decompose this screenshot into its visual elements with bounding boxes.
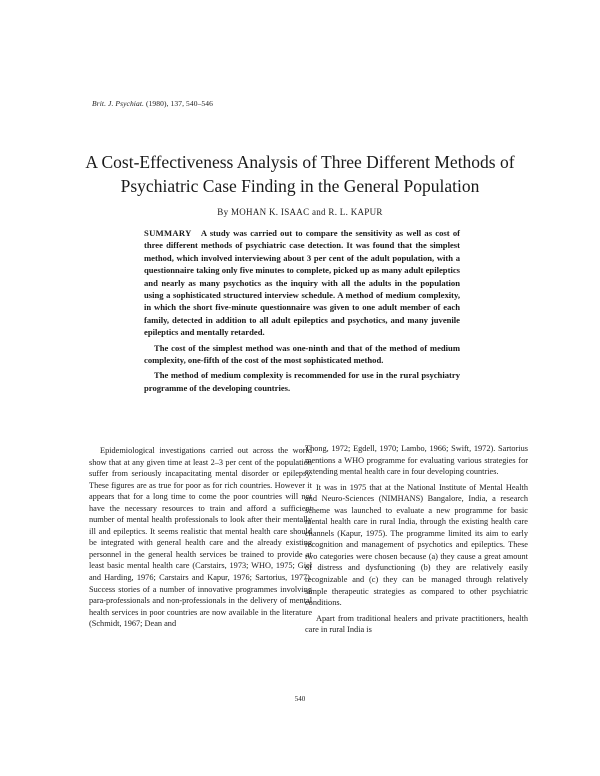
body-paragraph: Epidemiological investigations carried out across the world show that at any given time at least 2–3 per cent of the population suffer from seriously incapacitating mental disorder or epilepsy. These figures are as true for poor as for rich countries. However it appears that for a long time to come the poor countries will not have the necessary resources to train and afford a sufficient number of mental health professionals to look after their mentally ill and epileptics. It seems realistic that mental health care should be integrated with general health care and the already existing personnel in the general health services be trained to provide at least basic mental health care (Carstairs, 1973; WHO, 1975; Giel and Harding, 1976; Carstairs and Kapur, 1976; Sartorius, 1977). Success stories of a number of innovative programmes involving para-professionals and non-professionals in the delivery of mental health services in poor countries are now available in the literature (Schmidt, 1967; Dean and [89,446,312,629]
journal-citation: (1980), 137, 540–546 [145,99,213,108]
summary-paragraph-1 [144,227,460,339]
summary-paragraph-3: The method of medium complexity is recommended for use in the rural psychiatry programme of the developing countries. [144,370,460,393]
body-paragraph: Apart from traditional healers and private practitioners, health care in rural India is [305,613,528,635]
summary-label: SUMMARY [144,228,192,238]
author-line [0,207,600,217]
title-line-1: A Cost-Effectiveness Analysis of Three Different Methods of [85,152,515,172]
author-names: MOHAN K. ISAAC and R. L. KAPUR [230,207,383,217]
title-line-2: Psychiatric Case Finding in the General Population [120,176,480,196]
page-number: 540 [294,695,306,703]
body-column-left [89,445,312,630]
summary-paragraph-2: The cost of the simplest method was one-ninth and that of the method of medium complexity, one-fifth of the cost of the most sophisticated method. [144,342,460,366]
body-paragraph: It was in 1975 that at the National Institute of Mental Health and Neuro-Sciences (NIMHANS) Bangalore, India, a research scheme was launched to evaluate a new programme for basic mental health care in rural India, through the existing health care channels (Kapur, 1975). The programme limited its aim to early recognition and management of psychotics and epileptics. These two categories were chosen because (a) they cause a great amount of distress and dysfunctioning (b) they are relatively easily recognizable and (c) they can be managed through relatively simple therapeutic strategies as compared to other psychiatric conditions. [305,482,528,608]
body-paragraph: Thong, 1972; Egdell, 1970; Lambo, 1966; Swift, 1972). Sartorius mentions a WHO programme for evaluating various strategies for extending mental health care in four developing countries. [305,444,528,477]
journal-name: Brit. J. Psychiat. [92,99,144,108]
summary-text-1: A study was carried out to compare the sensitivity as well as cost of three different methods of psychiatric case detection. It was found that the simplest method, which involved interviewing about 3 per cent of the adult population, with a questionnaire taking only five minutes to complete, picked up as many adult epileptics and nearly as many psychotics as the inquiry with all the adults in the population using a sophisticated structured interview schedule. A method of medium complexity, in which the short five-minute questionnaire was given to one adult member of each family, detected in addition to all adult epileptics and psychotics, and many juvenile epileptics and mentally retarded. [144,228,460,338]
summary-block [144,227,460,397]
journal-reference [92,99,213,108]
body-column-right [305,443,528,636]
author-by: By [217,207,229,217]
article-title [60,150,540,198]
